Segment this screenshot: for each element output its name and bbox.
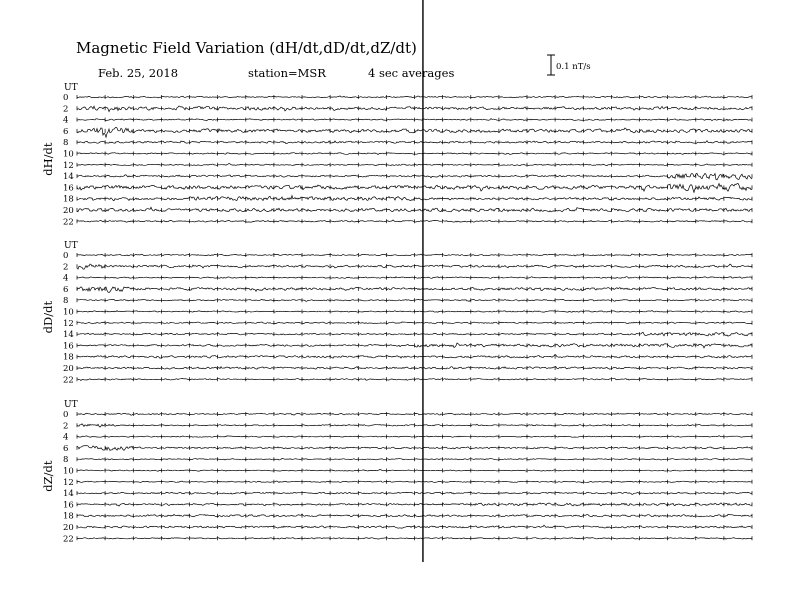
component-label: dD/dt <box>41 300 55 334</box>
row-label-0: 0 <box>63 251 69 261</box>
row-label-0: 0 <box>63 93 69 103</box>
row-label-6: 6 <box>63 126 69 137</box>
row-label-6: 6 <box>63 284 69 295</box>
row-label-20: 20 <box>63 206 74 216</box>
panel-dhdt <box>41 83 752 227</box>
row-label-18: 18 <box>63 511 74 522</box>
row-label-0: 0 <box>63 410 69 420</box>
trace-row-6 <box>77 127 752 137</box>
component-label: dH/dt <box>41 142 55 176</box>
row-label-10: 10 <box>63 466 74 477</box>
scale-bar-label: 0.1 nT/s <box>556 62 591 72</box>
row-label-12: 12 <box>63 318 74 329</box>
row-label-22: 22 <box>63 217 74 228</box>
panel-dzdt <box>41 400 752 544</box>
chart-title: Magnetic Field Variation (dH/dt,dD/dt,dZ/dt) <box>76 39 417 57</box>
row-label-2: 2 <box>63 421 69 432</box>
station-label: station=MSR <box>248 66 326 80</box>
row-label-22: 22 <box>63 534 74 545</box>
row-label-10: 10 <box>63 149 74 160</box>
row-label-18: 18 <box>63 352 74 363</box>
panel-dddt <box>41 241 752 385</box>
row-label-12: 12 <box>63 160 74 171</box>
row-label-10: 10 <box>63 307 74 318</box>
row-label-22: 22 <box>63 375 74 386</box>
row-label-16: 16 <box>63 341 74 352</box>
row-label-2: 2 <box>63 262 69 273</box>
averaging-label: 4 sec averages <box>368 66 455 80</box>
date-label: Feb. 25, 2018 <box>98 66 179 80</box>
row-label-14: 14 <box>63 489 74 500</box>
component-label: dZ/dt <box>41 460 55 492</box>
ut-header: UT <box>64 241 78 251</box>
ut-header: UT <box>64 83 78 93</box>
row-label-14: 14 <box>63 330 74 341</box>
panels-group <box>41 83 752 544</box>
row-label-16: 16 <box>63 183 74 194</box>
row-label-16: 16 <box>63 500 74 511</box>
row-label-12: 12 <box>63 477 74 488</box>
row-label-4: 4 <box>63 115 69 126</box>
row-label-4: 4 <box>63 432 69 443</box>
row-label-20: 20 <box>63 523 74 533</box>
row-label-2: 2 <box>63 104 69 115</box>
row-label-20: 20 <box>63 364 74 374</box>
row-label-4: 4 <box>63 273 69 284</box>
ut-header: UT <box>64 400 78 410</box>
row-label-6: 6 <box>63 443 69 454</box>
row-label-8: 8 <box>63 138 69 149</box>
row-label-18: 18 <box>63 194 74 205</box>
scale-bar <box>547 55 591 75</box>
row-label-14: 14 <box>63 172 74 183</box>
row-label-8: 8 <box>63 296 69 307</box>
row-label-8: 8 <box>63 455 69 466</box>
